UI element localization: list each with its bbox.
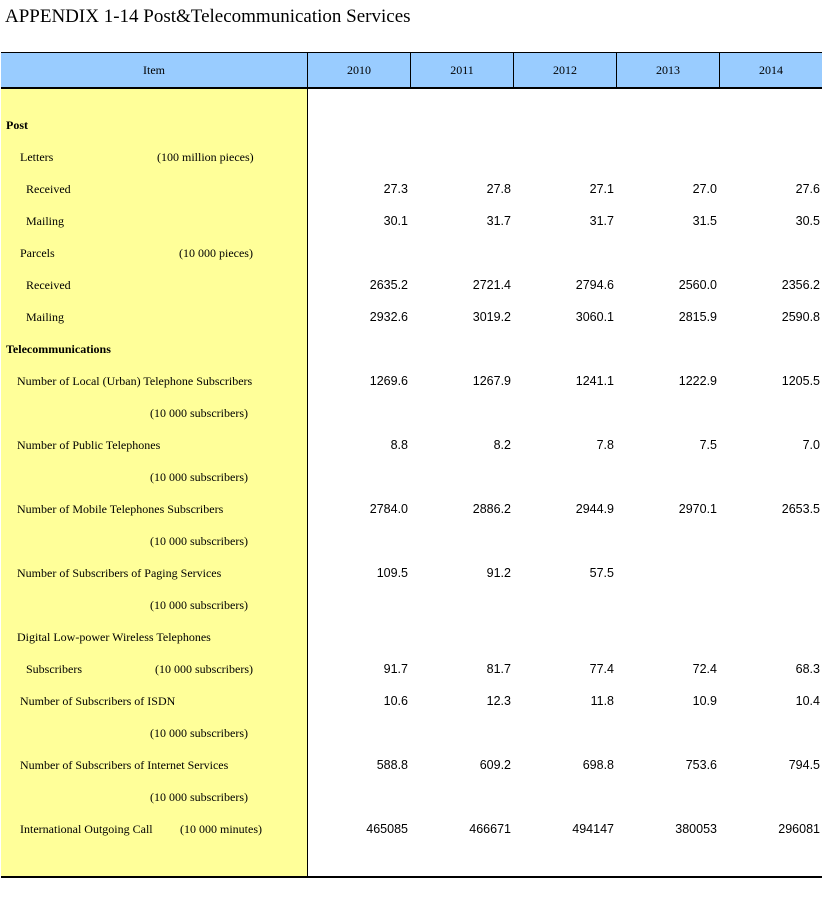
value-cell-2010: 27.3 — [383, 182, 408, 196]
value-cell-2011 — [421, 589, 511, 621]
value-cell-2014 — [730, 589, 820, 621]
value-cell-2010: 588.8 — [376, 758, 408, 772]
header-item: Item — [143, 63, 165, 77]
value-cell-2013 — [627, 237, 717, 269]
value-cell-2014 — [730, 557, 820, 589]
value-cell-2011 — [421, 397, 511, 429]
value-cell-2014: 68.3 — [795, 662, 820, 676]
row-label: Received — [26, 182, 71, 196]
table-row — [0, 749, 823, 781]
row-label: Number of Subscribers of ISDN — [20, 694, 176, 708]
value-cell-2012: 31.7 — [589, 214, 614, 228]
row-label: Subscribers — [26, 662, 82, 676]
value-cell-2012 — [524, 109, 614, 141]
value-cell-2010 — [318, 141, 408, 173]
value-cell-2012 — [524, 525, 614, 557]
row-label: Digital Low-power Wireless Telephones — [17, 630, 211, 644]
row-unit: (10 000 subscribers) — [150, 790, 248, 804]
value-cell-2013: 7.5 — [699, 438, 717, 452]
table-header — [1, 52, 822, 89]
value-cell-2012 — [524, 781, 614, 813]
value-cell-2013 — [627, 141, 717, 173]
row-unit: (10 000 minutes) — [180, 822, 262, 836]
value-cell-2011 — [421, 717, 511, 749]
value-cell-2011 — [421, 237, 511, 269]
header-2013: 2013 — [616, 53, 719, 88]
value-cell-2012 — [524, 589, 614, 621]
value-cell-2011: 12.3 — [486, 694, 511, 708]
value-cell-2014: 30.5 — [795, 214, 820, 228]
value-cell-2014 — [730, 461, 820, 493]
value-cell-2014 — [730, 781, 820, 813]
value-cell-2010: 2784.0 — [369, 502, 408, 516]
value-cell-2011: 466671 — [469, 822, 511, 836]
row-unit: (10 000 subscribers) — [150, 470, 248, 484]
value-cell-2010 — [318, 589, 408, 621]
value-cell-2011: 81.7 — [486, 662, 511, 676]
table-row — [0, 365, 823, 397]
value-cell-2012: 2794.6 — [575, 278, 614, 292]
value-cell-2012 — [524, 461, 614, 493]
row-unit: (10 000 subscribers) — [150, 726, 248, 740]
page-title: APPENDIX 1-14 Post&Telecommunication Services — [5, 6, 411, 27]
value-cell-2014 — [730, 237, 820, 269]
value-cell-2012 — [524, 333, 614, 365]
value-cell-2013: 2560.0 — [678, 278, 717, 292]
value-cell-2011 — [421, 461, 511, 493]
row-unit: (10 000 subscribers) — [150, 406, 248, 420]
value-cell-2012 — [524, 621, 614, 653]
value-cell-2011 — [421, 141, 511, 173]
value-cell-2013 — [627, 621, 717, 653]
value-cell-2012: 7.8 — [596, 438, 614, 452]
value-cell-2014: 2653.5 — [781, 502, 820, 516]
value-cell-2010 — [318, 397, 408, 429]
value-cell-2013: 31.5 — [692, 214, 717, 228]
table-row — [0, 237, 823, 269]
table-row — [0, 781, 823, 813]
value-cell-2011 — [421, 781, 511, 813]
header-2012: 2012 — [513, 53, 616, 88]
row-label: International Outgoing Call — [20, 822, 153, 836]
row-label: Post — [6, 118, 28, 132]
row-label: Telecommunications — [6, 342, 111, 356]
table-row — [0, 141, 823, 173]
value-cell-2013 — [627, 781, 717, 813]
value-cell-2013 — [627, 109, 717, 141]
row-unit: (100 million pieces) — [157, 150, 254, 164]
value-cell-2011: 3019.2 — [472, 310, 511, 324]
table-row — [0, 461, 823, 493]
value-cell-2013: 27.0 — [692, 182, 717, 196]
row-label: Number of Mobile Telephones Subscribers — [17, 502, 224, 516]
value-cell-2010: 10.6 — [383, 694, 408, 708]
value-cell-2014 — [730, 141, 820, 173]
value-cell-2010 — [318, 717, 408, 749]
table-row — [0, 333, 823, 365]
value-cell-2010 — [318, 333, 408, 365]
value-cell-2012: 57.5 — [589, 566, 614, 580]
value-cell-2010: 2932.6 — [369, 310, 408, 324]
table-row — [0, 109, 823, 141]
value-cell-2013 — [627, 589, 717, 621]
header-2010: 2010 — [307, 53, 410, 88]
table-row — [0, 717, 823, 749]
row-label: Number of Public Telephones — [17, 438, 161, 452]
value-cell-2011: 2886.2 — [472, 502, 511, 516]
value-cell-2014: 2590.8 — [781, 310, 820, 324]
value-cell-2013: 2815.9 — [678, 310, 717, 324]
row-label: Number of Local (Urban) Telephone Subscribers — [17, 374, 253, 388]
value-cell-2012 — [524, 237, 614, 269]
table-row — [0, 813, 823, 845]
table-row — [0, 429, 823, 461]
value-cell-2010: 465085 — [366, 822, 408, 836]
value-cell-2011: 91.2 — [486, 566, 511, 580]
value-cell-2012: 494147 — [572, 822, 614, 836]
value-cell-2010 — [318, 525, 408, 557]
row-label: Letters — [20, 150, 54, 164]
value-cell-2014 — [730, 621, 820, 653]
value-cell-2012: 11.8 — [590, 694, 614, 708]
value-cell-2013: 1222.9 — [678, 374, 717, 388]
value-cell-2014 — [730, 397, 820, 429]
value-cell-2013: 380053 — [675, 822, 717, 836]
table-row — [0, 589, 823, 621]
table-row — [0, 269, 823, 301]
value-cell-2014 — [730, 333, 820, 365]
value-cell-2010: 8.8 — [390, 438, 408, 452]
value-cell-2012: 1241.1 — [575, 374, 614, 388]
table-row — [0, 685, 823, 717]
value-cell-2012: 27.1 — [589, 182, 614, 196]
value-cell-2010: 1269.6 — [369, 374, 408, 388]
value-cell-2013: 72.4 — [692, 662, 717, 676]
table-row — [0, 621, 823, 653]
value-cell-2011: 1267.9 — [472, 374, 511, 388]
value-cell-2013 — [627, 397, 717, 429]
value-cell-2010 — [318, 461, 408, 493]
value-cell-2010 — [318, 237, 408, 269]
value-cell-2010 — [318, 109, 408, 141]
value-cell-2012 — [524, 717, 614, 749]
value-cell-2011 — [421, 621, 511, 653]
value-cell-2010: 2635.2 — [369, 278, 408, 292]
table-row — [0, 173, 823, 205]
row-label: Mailing — [26, 310, 64, 324]
table-row — [0, 205, 823, 237]
value-cell-2013: 753.6 — [685, 758, 717, 772]
value-cell-2014 — [730, 717, 820, 749]
row-unit: (10 000 pieces) — [179, 246, 253, 260]
value-cell-2012: 2944.9 — [575, 502, 614, 516]
value-cell-2011: 8.2 — [493, 438, 511, 452]
header-2014: 2014 — [719, 53, 822, 88]
table-bottom-border — [1, 876, 822, 878]
value-cell-2010: 30.1 — [383, 214, 408, 228]
value-cell-2012: 3060.1 — [575, 310, 614, 324]
table-row — [0, 525, 823, 557]
table-row — [0, 653, 823, 685]
value-cell-2013: 10.9 — [692, 694, 717, 708]
row-label: Number of Subscribers of Paging Services — [17, 566, 222, 580]
value-cell-2014: 10.4 — [795, 694, 820, 708]
value-cell-2014: 296081 — [778, 822, 820, 836]
value-cell-2014 — [730, 525, 820, 557]
value-cell-2010 — [318, 621, 408, 653]
value-cell-2011: 27.8 — [486, 182, 511, 196]
value-cell-2014: 1205.5 — [781, 374, 820, 388]
value-cell-2011 — [421, 333, 511, 365]
value-cell-2014: 7.0 — [802, 438, 820, 452]
value-cell-2012: 77.4 — [589, 662, 614, 676]
row-unit: (10 000 subscribers) — [155, 662, 253, 676]
value-cell-2012 — [524, 141, 614, 173]
value-cell-2013 — [627, 333, 717, 365]
row-label: Parcels — [20, 246, 55, 260]
value-cell-2013: 2970.1 — [678, 502, 717, 516]
table-row — [0, 557, 823, 589]
value-cell-2013 — [627, 461, 717, 493]
header-2011: 2011 — [410, 53, 513, 88]
value-cell-2013 — [627, 557, 717, 589]
value-cell-2014: 794.5 — [788, 758, 820, 772]
row-unit: (10 000 subscribers) — [150, 598, 248, 612]
value-cell-2014 — [730, 109, 820, 141]
value-cell-2012: 698.8 — [582, 758, 614, 772]
value-cell-2012 — [524, 397, 614, 429]
value-cell-2014: 2356.2 — [781, 278, 820, 292]
row-label: Received — [26, 278, 71, 292]
value-cell-2011 — [421, 109, 511, 141]
value-cell-2010 — [318, 781, 408, 813]
value-cell-2013 — [627, 525, 717, 557]
value-cell-2011: 609.2 — [479, 758, 511, 772]
value-cell-2010: 91.7 — [383, 662, 408, 676]
row-label: Mailing — [26, 214, 64, 228]
row-label: Number of Subscribers of Internet Services — [20, 758, 229, 772]
table-row — [0, 397, 823, 429]
value-cell-2011: 31.7 — [486, 214, 511, 228]
value-cell-2010: 109.5 — [376, 566, 408, 580]
table-row — [0, 493, 823, 525]
value-cell-2011: 2721.4 — [472, 278, 511, 292]
table-row — [0, 301, 823, 333]
row-unit: (10 000 subscribers) — [150, 534, 248, 548]
value-cell-2014: 27.6 — [795, 182, 820, 196]
value-cell-2013 — [627, 717, 717, 749]
value-cell-2011 — [421, 525, 511, 557]
